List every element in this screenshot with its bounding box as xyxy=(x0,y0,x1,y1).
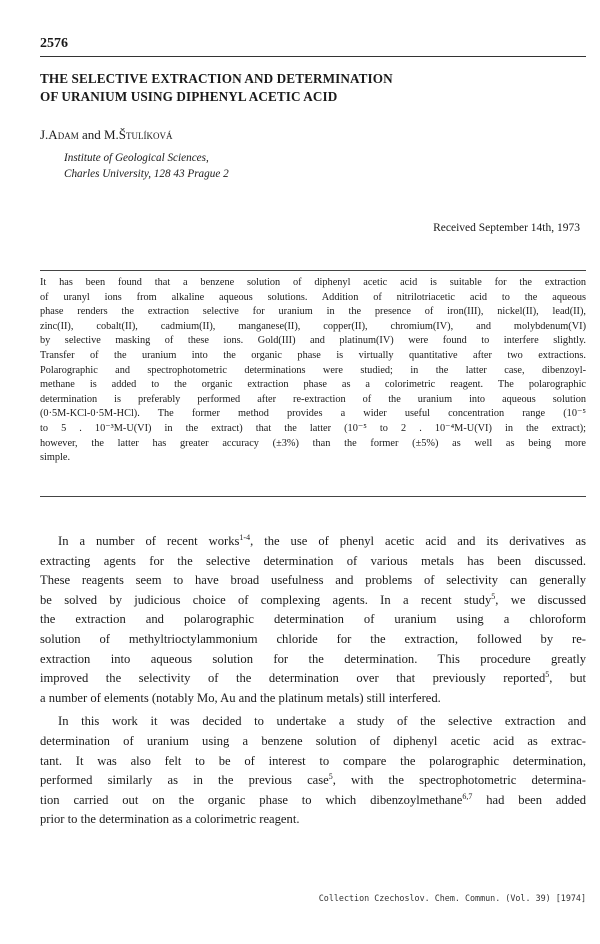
body-line xyxy=(40,532,586,552)
body-text-run: extraction into aqueous solution for the determination. This procedure greatly xyxy=(40,651,586,666)
page-number: 2576 xyxy=(40,36,68,51)
abstract xyxy=(40,276,586,466)
abstract-line: determination is preferably performed after re-extraction of the uranium into aqueous solution xyxy=(40,393,586,405)
body-text-run: performed similarly as in the previous case xyxy=(40,773,329,788)
title-line-1: THE SELECTIVE EXTRACTION AND DETERMINATION xyxy=(40,71,393,86)
body-text-run: had been added xyxy=(472,792,586,807)
abstract-line: Transfer of the uranium into the organic phase is virtually quantitative after two extractions. xyxy=(40,349,586,361)
affiliation xyxy=(64,150,229,182)
body-text-run: extracting agents for the selective determination of various metals has been discussed. xyxy=(40,553,586,568)
body-line xyxy=(40,610,586,630)
body-text xyxy=(40,532,586,830)
body-line xyxy=(40,732,586,752)
body-line xyxy=(40,712,586,732)
abstract-line: zinc(II), cobalt(II), cadmium(II), manganese(II), copper(II), chromium(IV), and molybdenum(VI) xyxy=(40,320,586,332)
paragraph-1 xyxy=(40,532,586,708)
body-text-run: a number of elements (notably Mo, Au and the platinum metals) still interfered. xyxy=(40,690,441,705)
body-text-run: solution of methyltrioctylammonium chloride for the extraction, followed by re- xyxy=(40,631,586,646)
abstract-line: methane is added to the organic extraction phase as a colorimetric reagent. The polarographic xyxy=(40,379,586,391)
author-conjunction: and xyxy=(81,127,101,142)
body-text-run: , with the spectrophotometric determina- xyxy=(332,773,586,788)
body-text-run: prior to the determination as a colorimetric reagent. xyxy=(40,812,300,827)
title-line-2: OF URANIUM USING DIPHENYL ACETIC ACID xyxy=(40,89,338,104)
body-text-run: In this work it was decided to undertake a study of the selective extraction and xyxy=(58,714,586,729)
article-title xyxy=(40,70,580,106)
abstract-line: simple. xyxy=(40,452,71,464)
affiliation-line-1: Institute of Geological Sciences, xyxy=(64,152,209,164)
body-line xyxy=(40,630,586,650)
abstract-line: Polarographic and spectrophotometric determinations were studied; in the latter case, dibenzoyl- xyxy=(40,364,586,376)
body-text-run: tant. It was also felt to be of interest to compare the polarographic determination, xyxy=(40,753,586,768)
abstract-line: (0·5M-KCl-0·5M-HCl). The former method provides a wider useful concentration range (10⁻⁵ xyxy=(40,408,586,420)
body-line xyxy=(40,810,586,830)
authors xyxy=(40,127,173,143)
abstract-line: however, the latter has greater accuracy (±3%) than the former (±5%) as well as being more xyxy=(40,437,586,449)
abstract-line: It has been found that a benzene solution of diphenyl acetic acid is suitable for the extraction xyxy=(40,277,586,288)
body-line xyxy=(40,771,586,791)
body-text-run: improved the selectivity of the determination over that previously reported xyxy=(40,671,546,686)
author-1: J.Adam xyxy=(40,127,79,142)
abstract-line: phase renders the extraction selective for uranium in the presence of iron(III), nickel(II), lead(II), xyxy=(40,306,586,318)
body-line xyxy=(40,752,586,772)
body-text-run: , we discussed xyxy=(495,592,586,607)
abstract-top-rule xyxy=(40,270,586,271)
header-rule xyxy=(40,56,586,57)
author-2: M.Štulíková xyxy=(103,127,173,142)
body-text-run: , but xyxy=(549,671,587,686)
citation-superscript: 6,7 xyxy=(462,791,473,801)
abstract-line: of uranyl ions from alkaline aqueous solutions. Addition of nitrilotriacetic acid to the aqueous xyxy=(40,291,586,303)
affiliation-line-2: Charles University, 128 43 Prague 2 xyxy=(64,168,229,180)
abstract-line: by selective masking of these ions. Gold(III) and platinum(IV) were found to interfere slightly. xyxy=(40,335,586,347)
body-line xyxy=(40,552,586,572)
body-line xyxy=(40,689,586,709)
body-text-run: determination of uranium using a benzene solution of diphenyl acetic acid as extrac- xyxy=(40,733,586,748)
body-line xyxy=(40,571,586,591)
body-line xyxy=(40,591,586,611)
received-date: Received September 14th, 1973 xyxy=(433,222,580,234)
citation-superscript: 5 xyxy=(328,772,333,782)
journal-footer: Collection Czechoslov. Chem. Commun. (Vol. 39) [1974] xyxy=(318,893,586,903)
body-text-run: the extraction and polarographic determination of uranium using a chloroform xyxy=(40,612,586,627)
abstract-bottom-rule xyxy=(40,496,586,497)
body-line xyxy=(40,669,586,689)
body-text-run: be solved by judicious choice of complexing agents. In a recent study xyxy=(40,592,492,607)
body-line xyxy=(40,791,586,811)
body-text-run: , the use of phenyl acetic acid and its derivatives as xyxy=(250,534,586,548)
body-text-run: These reagents seem to have broad usefulness and problems of selectivity can generally xyxy=(40,573,586,588)
citation-superscript: 5 xyxy=(545,670,550,680)
citation-superscript: 1-4 xyxy=(239,533,251,542)
paper-page xyxy=(40,0,586,944)
paragraph-2 xyxy=(40,712,586,830)
citation-superscript: 5 xyxy=(491,591,496,601)
body-text-run: tion carried out on the organic phase to which dibenzoylmethane xyxy=(40,792,463,807)
abstract-line: to 5 . 10⁻³M-U(VI) in the extract) that the latter (10⁻⁵ to 2 . 10⁻⁴M-U(VI) in the extract); xyxy=(40,422,586,434)
body-text-run: In a number of recent works xyxy=(58,534,240,548)
body-line xyxy=(40,650,586,670)
